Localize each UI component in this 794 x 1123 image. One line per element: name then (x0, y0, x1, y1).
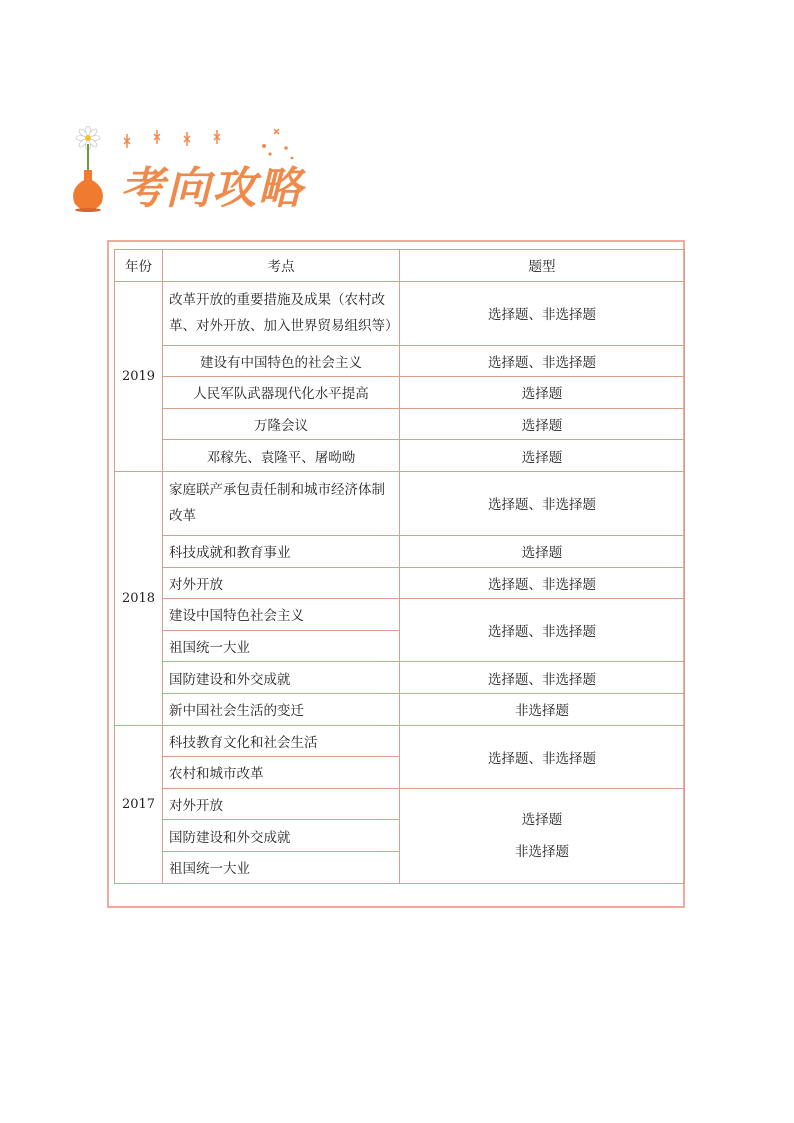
topic-cell: 农村和城市改革 (163, 757, 400, 789)
table-row (115, 693, 685, 725)
topic-cell: 科技教育文化和社会生活 (163, 725, 400, 757)
table-row (115, 599, 685, 631)
year-cell: 2019 (115, 281, 163, 471)
table-row (115, 535, 685, 567)
type-cell: 非选择题 (400, 693, 685, 725)
table-row (115, 408, 685, 440)
topic-cell: 祖国统一大业 (163, 851, 400, 883)
type-cell: 选择题、非选择题 (400, 725, 685, 788)
type-cell: 选择题 (400, 377, 685, 409)
topic-cell: 建设中国特色社会主义 (163, 599, 400, 631)
type-cell: 选择题 (400, 440, 685, 472)
type-cell: 选择题、非选择题 (400, 567, 685, 599)
topic-cell: 国防建设和外交成就 (163, 662, 400, 694)
type-cell: 选择题 (400, 535, 685, 567)
type-cell: 选择题、非选择题 (400, 345, 685, 377)
type-cell: 选择题、非选择题 (400, 599, 685, 662)
table-row (115, 377, 685, 409)
topic-cell: 国防建设和外交成就 (163, 820, 400, 852)
section-title: 考向攻略 (120, 163, 304, 214)
type-cell (400, 788, 685, 883)
topic-cell: 建设有中国特色的社会主义 (163, 345, 400, 377)
table-row (115, 788, 685, 820)
table-row (115, 567, 685, 599)
type-cell: 选择题、非选择题 (400, 662, 685, 694)
header-year: 年份 (115, 250, 163, 282)
topic-cell: 邓稼先、袁隆平、屠呦呦 (163, 440, 400, 472)
vase-flower-icon (66, 126, 116, 216)
topic-cell: 新中国社会生活的变迁 (163, 693, 400, 725)
topic-cell: 对外开放 (163, 567, 400, 599)
topic-cell: 万隆会议 (163, 408, 400, 440)
section-header (66, 126, 316, 216)
table-row (115, 345, 685, 377)
table-row (115, 471, 685, 535)
topic-cell: 对外开放 (163, 788, 400, 820)
topic-cell: 人民军队武器现代化水平提高 (163, 377, 400, 409)
topic-cell: 科技成就和教育事业 (163, 535, 400, 567)
table-header-row (115, 250, 685, 282)
type-line: 非选择题 (515, 843, 569, 860)
type-line: 选择题 (521, 811, 563, 828)
year-cell: 2017 (115, 725, 163, 883)
table-row (115, 725, 685, 757)
type-cell: 选择题、非选择题 (400, 471, 685, 535)
exam-trend-table (114, 249, 685, 884)
type-cell: 选择题 (400, 408, 685, 440)
header-type: 题型 (400, 250, 685, 282)
topic-cell: 祖国统一大业 (163, 630, 400, 662)
table-row (115, 440, 685, 472)
table-row (115, 662, 685, 694)
type-cell: 选择题、非选择题 (400, 281, 685, 345)
year-cell: 2018 (115, 471, 163, 725)
exam-table-frame (107, 240, 685, 908)
topic-cell: 改革开放的重要措施及成果（农村改革、对外开放、加入世界贸易组织等） (163, 281, 400, 345)
header-topic: 考点 (163, 250, 400, 282)
table-row (115, 281, 685, 345)
topic-cell: 家庭联产承包责任制和城市经济体制改革 (163, 471, 400, 535)
